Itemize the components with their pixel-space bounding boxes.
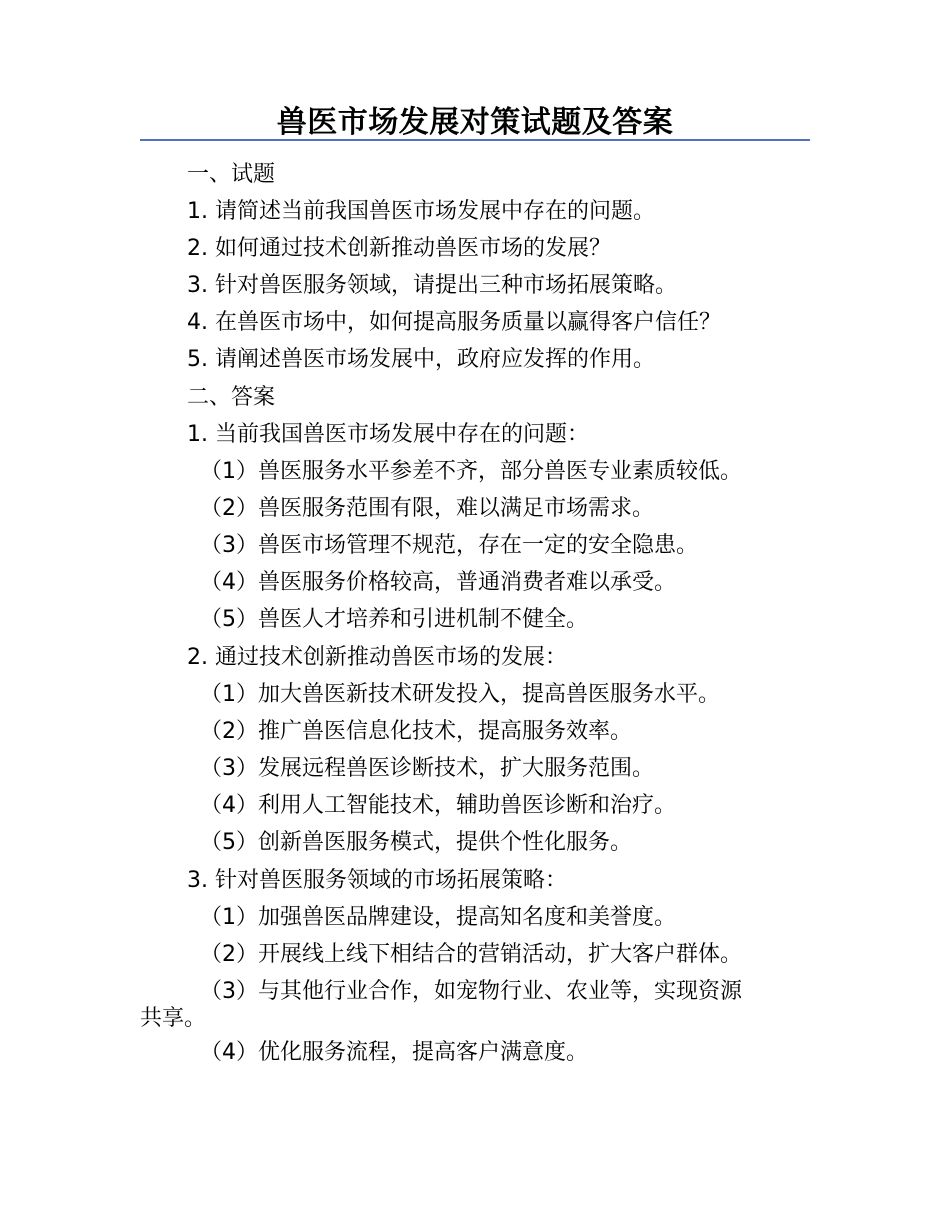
answer-item: （2）推广兽医信息化技术，提高服务效率。	[200, 719, 632, 744]
answer-item: （1）加强兽医品牌建设，提高知名度和美誉度。	[200, 905, 676, 930]
page-title: 兽医市场发展对策试题及答案	[276, 105, 674, 140]
answer-item: （3）与其他行业合作，如宠物行业、农业等，实现资源	[200, 979, 742, 1004]
title-underline	[140, 139, 810, 141]
answer-heading: 1. 当前我国兽医市场发展中存在的问题：	[187, 422, 589, 447]
question-item: 2. 如何通过技术创新推动兽医市场的发展？	[187, 236, 611, 261]
answer-item: （5）兽医人才培养和引进机制不健全。	[200, 607, 588, 632]
answer-heading: 3. 针对兽医服务领域的市场拓展策略：	[187, 868, 567, 893]
answer-item: （3）发展远程兽医诊断技术，扩大服务范围。	[200, 756, 654, 781]
answer-item: （4）兽医服务价格较高，普通消费者难以承受。	[200, 570, 676, 595]
question-item: 5. 请阐述兽医市场发展中，政府应发挥的作用。	[187, 347, 655, 372]
question-item: 4. 在兽医市场中，如何提高服务质量以赢得客户信任？	[187, 310, 721, 335]
answer-item: （1）兽医服务水平参差不齐，部分兽医专业素质较低。	[200, 459, 742, 484]
answer-item-continuation: 共享。	[140, 1006, 207, 1031]
question-item: 3. 针对兽医服务领域，请提出三种市场拓展策略。	[187, 273, 677, 298]
answer-item: （4）优化服务流程，提高客户满意度。	[200, 1040, 588, 1065]
question-item: 1. 请简述当前我国兽医市场发展中存在的问题。	[187, 199, 655, 224]
answer-item: （3）兽医市场管理不规范，存在一定的安全隐患。	[200, 533, 698, 558]
answer-item: （5）创新兽医服务模式，提供个性化服务。	[200, 830, 632, 855]
answer-item: （1）加大兽医新技术研发投入，提高兽医服务水平。	[200, 682, 720, 707]
answers-heading: 二、答案	[187, 385, 276, 410]
answer-heading: 2. 通过技术创新推动兽医市场的发展：	[187, 645, 567, 670]
answer-item: （4）利用人工智能技术，辅助兽医诊断和治疗。	[200, 793, 676, 818]
answer-item: （2）兽医服务范围有限，难以满足市场需求。	[200, 496, 654, 521]
questions-heading: 一、试题	[187, 162, 276, 187]
answer-item: （2）开展线上线下相结合的营销活动，扩大客户群体。	[200, 942, 742, 967]
